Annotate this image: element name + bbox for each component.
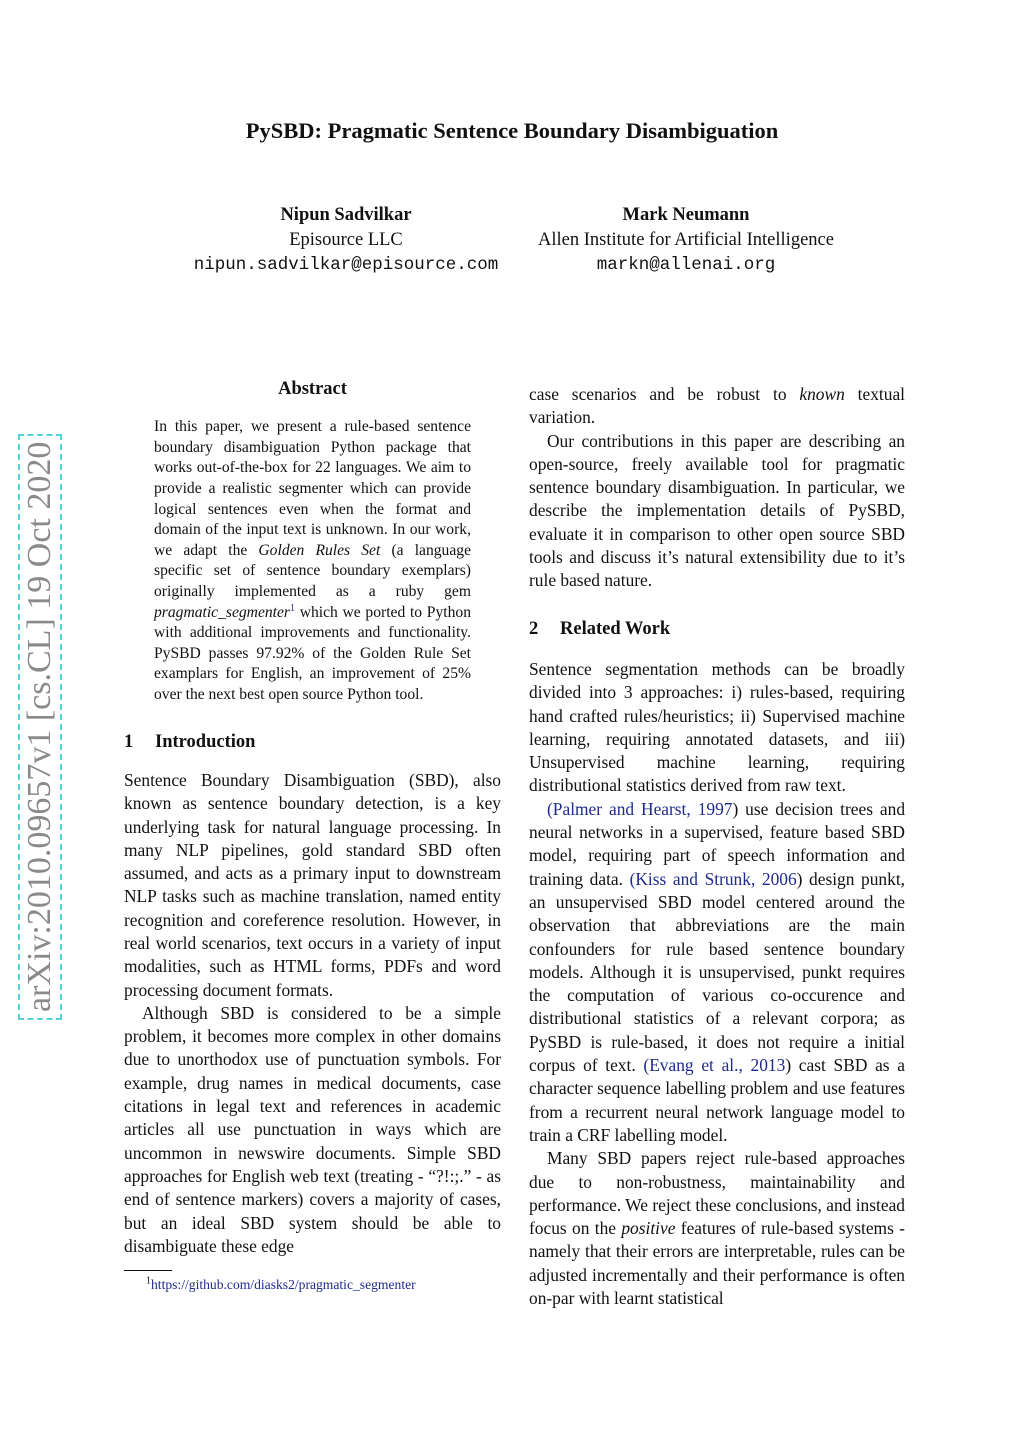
footnote: [124, 1277, 501, 1293]
footnote-number: 1: [146, 1275, 151, 1287]
section-number: 2: [529, 618, 539, 639]
right-column: [529, 383, 905, 1310]
related-paragraph: (Palmer and Hearst, 1997) use decision trees and neural networks in a supervised, feature based SBD model, requiring part of speech information and training data. (Kiss and Strunk, 2006) design punkt, an unsupervised SBD model centered around the observation that abbreviations are the main confounders for rule based sentence boundary models. Although it is unsupervised, punkt requires the computation of various co-occurence and distributional statistics of a relevant corpora; as PySBD is rule-based, it does not require a initial corpus of text. (Evang et al., 2013) cast SBD as a character sequence labelling problem and use features from a recurrent neural network language model to train a CRF labelling model.: [529, 798, 906, 1145]
footnote-link[interactable]: https://github.com/diasks2/pragmatic_segmenter: [151, 1277, 416, 1293]
related-paragraph: Many SBD papers reject rule-based approaches due to non-robustness, maintainability and performance. We reject these conclusions, and instead focus on the positive features of rule-based systems - namely that their errors are interpretable, rules can be adjusted incrementally and their performance is often on-par with learnt statistical: [529, 1148, 905, 1308]
citation-kiss-strunk[interactable]: (Kiss and Strunk, 2006: [629, 868, 797, 889]
gem-name: pragmatic_segmenter: [154, 603, 290, 621]
citation-evang[interactable]: (Evang et al., 2013: [643, 1055, 786, 1076]
footnote-marker[interactable]: 1: [290, 602, 295, 614]
abstract-heading: Abstract: [278, 379, 347, 399]
intro-paragraph: Sentence Boundary Disambiguation (SBD), also known as sentence boundary detection, is a key underlying task for natural language processing. In many NLP pipelines, gold standard SBD often assumed, and acts as a primary input to downstream NLP tasks such as machine translation, named entity recognition and coreference resolution. However, in real world scenarios, text occurs in a variety of input modalities, such as HTML forms, PDFs and word processing document formats.: [124, 769, 501, 1000]
section-title: Introduction: [155, 731, 256, 752]
author-email: nipun.sadvilkar@episource.com: [193, 255, 499, 275]
section-title: Related Work: [560, 618, 671, 639]
section-number: 1: [124, 731, 134, 752]
author-block-2: [516, 203, 856, 278]
left-column: [124, 378, 501, 1293]
paper-title: PySBD: Pragmatic Sentence Boundary Disambiguation: [245, 118, 779, 143]
section-heading-introduction: [124, 731, 501, 754]
emphasis-known: known: [799, 384, 845, 404]
abstract-text: In this paper, we present a rule-based sentence boundary disambiguation Python package that works out-of-the-box for 22 languages. We aim to provide a realistic segmenter which can provide logical sentences even when the format and domain of the input text is unknown. In our work, we adapt the Golden Rules Set (a language specific set of sentence boundary exemplars) originally implemented as a ruby gem pragmatic_segmenter$^1$ which we ported to Python with additional improvements and functionality. PySBD passes 97.92% of the Golden Rule Set examplars for English, an improvement of 25% over the next best open source Python tool.: [154, 418, 471, 704]
author-name: Nipun Sadvilkar: [280, 205, 412, 225]
author-affiliation: Allen Institute for Artificial Intelligence: [538, 230, 834, 250]
arxiv-identifier: arXiv:2010.09657v1 [cs.CL] 19 Oct 2020: [18, 434, 62, 1020]
contributions-paragraph: Our contributions in this paper are describing an open-source, freely available tool for pragmatic sentence boundary disambiguation. In particular, we describe the implementation details of PySBD, evaluate it in comparison to other open source SBD tools and discuss it’s natural extensibility due to it’s rule based nature.: [529, 430, 905, 591]
section-heading-related-work: [529, 618, 905, 641]
author-email: markn@allenai.org: [596, 255, 776, 275]
emphasis-positive: positive: [621, 1218, 676, 1239]
author-block-1: [165, 203, 527, 278]
intro-paragraph: Although SBD is considered to be a simple problem, it becomes more complex in other domains due to unorthodox use of punctuation symbols. For example, drug names in medical documents, case citations in legal text and references in academic articles all use punctuation in ways which are uncommon in newswire documents. Simple SBD approaches for English web text (treating - “?!:;.” - as end of sentence markers) covers a majority of cases, but an ideal SBD system should be able to disambiguate these edge: [124, 1002, 501, 1256]
author-name: Mark Neumann: [622, 205, 750, 225]
footnote-rule: [124, 1270, 172, 1271]
intro-continuation: case scenarios and be robust to known textual variation.: [529, 384, 905, 428]
citation-palmer-hearst[interactable]: (Palmer and Hearst, 1997: [547, 798, 733, 819]
golden-rules-term: Golden Rules Set: [258, 541, 381, 559]
author-affiliation: Episource LLC: [289, 230, 403, 250]
related-paragraph: Sentence segmentation methods can be broadly divided into 3 approaches: i) rules-based, requiring hand crafted rules/heuristics; ii) Supervised machine learning, requiring annotated datasets, and iii) Unsupervised machine learning, requiring distributional statistics derived from raw text.: [529, 658, 905, 796]
